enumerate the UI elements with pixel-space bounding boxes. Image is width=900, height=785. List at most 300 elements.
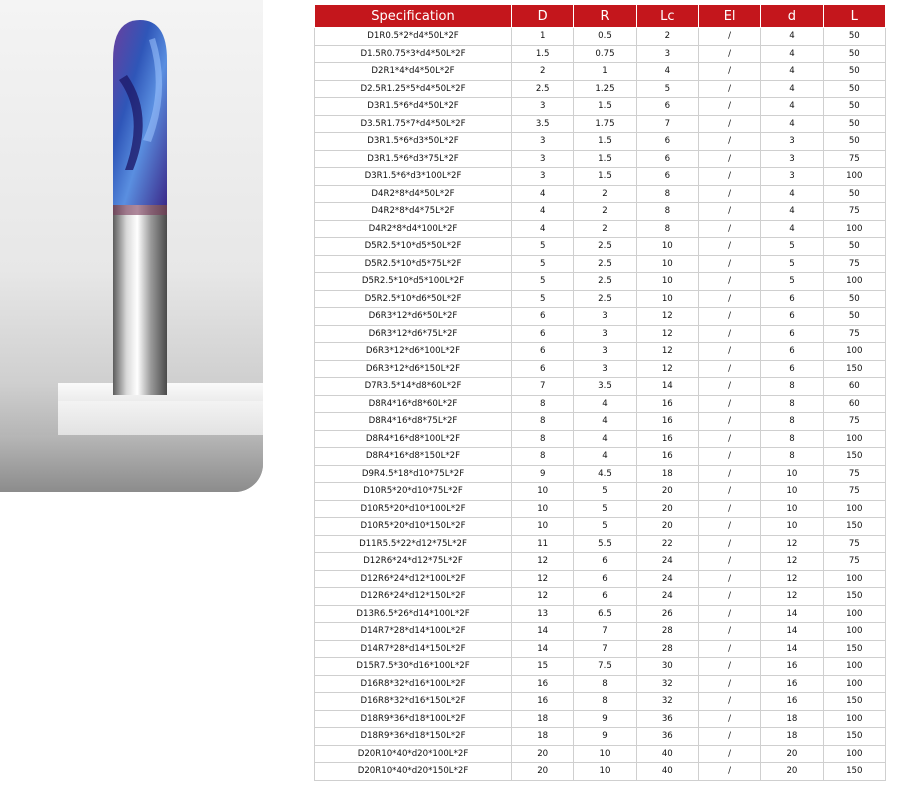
table-row	[315, 623, 886, 641]
cell-l: 100	[823, 623, 885, 641]
cell-d: 6	[512, 343, 574, 361]
cell-shank-d: 16	[761, 675, 823, 693]
cell-r: 2.5	[574, 290, 636, 308]
cell-d: 5	[512, 273, 574, 291]
cell-r: 2.5	[574, 255, 636, 273]
cell-d: 5	[512, 238, 574, 256]
table-row	[315, 203, 886, 221]
cell-shank-d: 8	[761, 448, 823, 466]
cell-lc: 36	[636, 728, 698, 746]
table-row	[315, 395, 886, 413]
cell-specification: D7R3.5*14*d8*60L*2F	[315, 378, 512, 396]
cell-l: 100	[823, 605, 885, 623]
cell-l: 50	[823, 308, 885, 326]
cell-specification: D2R1*4*d4*50L*2F	[315, 63, 512, 81]
cell-r: 0.75	[574, 45, 636, 63]
cell-specification: D8R4*16*d8*100L*2F	[315, 430, 512, 448]
cell-r: 5.5	[574, 535, 636, 553]
cell-specification: D6R3*12*d6*50L*2F	[315, 308, 512, 326]
cell-el: /	[698, 238, 760, 256]
cell-lc: 7	[636, 115, 698, 133]
cell-el: /	[698, 115, 760, 133]
cell-d: 6	[512, 360, 574, 378]
cell-lc: 6	[636, 98, 698, 116]
table-row	[315, 115, 886, 133]
shelf-shadow	[0, 435, 263, 492]
cell-el: /	[698, 255, 760, 273]
cell-r: 3	[574, 360, 636, 378]
cell-shank-d: 20	[761, 745, 823, 763]
cell-d: 2.5	[512, 80, 574, 98]
cell-specification: D18R9*36*d18*150L*2F	[315, 728, 512, 746]
cell-r: 9	[574, 710, 636, 728]
cell-el: /	[698, 325, 760, 343]
table-row	[315, 518, 886, 536]
cell-l: 100	[823, 500, 885, 518]
cell-r: 4	[574, 395, 636, 413]
cell-el: /	[698, 518, 760, 536]
cell-l: 60	[823, 378, 885, 396]
table-row	[315, 220, 886, 238]
cell-r: 2.5	[574, 238, 636, 256]
table-row	[315, 45, 886, 63]
cell-d: 5	[512, 290, 574, 308]
cell-r: 1	[574, 63, 636, 81]
cell-shank-d: 6	[761, 325, 823, 343]
cell-specification: D6R3*12*d6*150L*2F	[315, 360, 512, 378]
cell-el: /	[698, 640, 760, 658]
table-row	[315, 343, 886, 361]
cell-lc: 20	[636, 483, 698, 501]
cell-l: 50	[823, 185, 885, 203]
cell-l: 150	[823, 588, 885, 606]
cell-l: 150	[823, 763, 885, 781]
table-row	[315, 360, 886, 378]
cell-el: /	[698, 710, 760, 728]
table-row	[315, 28, 886, 46]
cell-shank-d: 4	[761, 80, 823, 98]
table-row	[315, 710, 886, 728]
cell-lc: 24	[636, 570, 698, 588]
table-row	[315, 150, 886, 168]
cell-l: 150	[823, 518, 885, 536]
cell-r: 5	[574, 518, 636, 536]
cell-specification: D5R2.5*10*d5*100L*2F	[315, 273, 512, 291]
cell-specification: D3R1.5*6*d4*50L*2F	[315, 98, 512, 116]
cell-d: 12	[512, 588, 574, 606]
cell-specification: D14R7*28*d14*150L*2F	[315, 640, 512, 658]
cell-r: 10	[574, 763, 636, 781]
cell-l: 75	[823, 413, 885, 431]
cell-specification: D11R5.5*22*d12*75L*2F	[315, 535, 512, 553]
cell-r: 8	[574, 693, 636, 711]
cell-l: 50	[823, 115, 885, 133]
table-header-row	[315, 5, 886, 28]
cell-r: 3	[574, 325, 636, 343]
cell-lc: 12	[636, 325, 698, 343]
cell-lc: 10	[636, 255, 698, 273]
cell-lc: 28	[636, 623, 698, 641]
cell-l: 75	[823, 553, 885, 571]
cell-specification: D20R10*40*d20*100L*2F	[315, 745, 512, 763]
cell-specification: D5R2.5*10*d6*50L*2F	[315, 290, 512, 308]
cell-r: 7	[574, 623, 636, 641]
cell-specification: D6R3*12*d6*75L*2F	[315, 325, 512, 343]
cell-l: 75	[823, 483, 885, 501]
cell-specification: D16R8*32*d16*150L*2F	[315, 693, 512, 711]
cell-lc: 30	[636, 658, 698, 676]
cell-specification: D1.5R0.75*3*d4*50L*2F	[315, 45, 512, 63]
cell-lc: 16	[636, 413, 698, 431]
cell-specification: D10R5*20*d10*150L*2F	[315, 518, 512, 536]
cell-d: 8	[512, 448, 574, 466]
cell-el: /	[698, 605, 760, 623]
header-el: El	[698, 5, 760, 28]
table-row	[315, 500, 886, 518]
cell-lc: 32	[636, 693, 698, 711]
cell-l: 75	[823, 465, 885, 483]
cell-shank-d: 6	[761, 290, 823, 308]
table-row	[315, 693, 886, 711]
cell-el: /	[698, 45, 760, 63]
cell-lc: 20	[636, 518, 698, 536]
cell-l: 150	[823, 728, 885, 746]
cell-shank-d: 8	[761, 395, 823, 413]
cell-el: /	[698, 483, 760, 501]
cell-el: /	[698, 203, 760, 221]
cell-d: 13	[512, 605, 574, 623]
table-row	[315, 465, 886, 483]
cell-specification: D4R2*8*d4*50L*2F	[315, 185, 512, 203]
cell-l: 50	[823, 80, 885, 98]
table-row	[315, 745, 886, 763]
cell-d: 3	[512, 133, 574, 151]
cell-d: 18	[512, 710, 574, 728]
cell-shank-d: 4	[761, 115, 823, 133]
cell-l: 50	[823, 133, 885, 151]
cell-l: 150	[823, 448, 885, 466]
cell-shank-d: 18	[761, 728, 823, 746]
cell-r: 1.5	[574, 168, 636, 186]
product-image-panel	[0, 0, 263, 492]
ball-nose-end-mill-icon	[105, 20, 175, 400]
cell-d: 3	[512, 168, 574, 186]
cell-l: 50	[823, 45, 885, 63]
cell-l: 150	[823, 360, 885, 378]
table-row	[315, 483, 886, 501]
cell-specification: D9R4.5*18*d10*75L*2F	[315, 465, 512, 483]
cell-shank-d: 5	[761, 273, 823, 291]
cell-d: 16	[512, 693, 574, 711]
cell-specification: D10R5*20*d10*100L*2F	[315, 500, 512, 518]
cell-specification: D13R6.5*26*d14*100L*2F	[315, 605, 512, 623]
cell-r: 2.5	[574, 273, 636, 291]
cell-r: 2	[574, 185, 636, 203]
cell-shank-d: 8	[761, 413, 823, 431]
cell-shank-d: 4	[761, 28, 823, 46]
cell-l: 75	[823, 255, 885, 273]
table-row	[315, 80, 886, 98]
cell-d: 9	[512, 465, 574, 483]
cell-el: /	[698, 308, 760, 326]
cell-el: /	[698, 465, 760, 483]
cell-lc: 14	[636, 378, 698, 396]
specification-table	[314, 4, 886, 781]
cell-l: 100	[823, 745, 885, 763]
header-shank-d: d	[761, 5, 823, 28]
cell-lc: 36	[636, 710, 698, 728]
cell-r: 5	[574, 500, 636, 518]
cell-l: 100	[823, 675, 885, 693]
cell-el: /	[698, 63, 760, 81]
cell-d: 4	[512, 185, 574, 203]
cell-r: 4	[574, 448, 636, 466]
cell-lc: 40	[636, 763, 698, 781]
cell-shank-d: 10	[761, 483, 823, 501]
cell-lc: 12	[636, 360, 698, 378]
cell-el: /	[698, 28, 760, 46]
cell-specification: D4R2*8*d4*100L*2F	[315, 220, 512, 238]
cell-specification: D18R9*36*d18*100L*2F	[315, 710, 512, 728]
cell-d: 20	[512, 763, 574, 781]
cell-specification: D2.5R1.25*5*d4*50L*2F	[315, 80, 512, 98]
cell-el: /	[698, 728, 760, 746]
cell-shank-d: 4	[761, 220, 823, 238]
cell-shank-d: 16	[761, 693, 823, 711]
cell-l: 50	[823, 28, 885, 46]
cell-d: 4	[512, 220, 574, 238]
cell-specification: D12R6*24*d12*75L*2F	[315, 553, 512, 571]
cell-r: 6	[574, 553, 636, 571]
table-row	[315, 273, 886, 291]
cell-el: /	[698, 570, 760, 588]
cell-el: /	[698, 430, 760, 448]
cell-lc: 8	[636, 185, 698, 203]
cell-lc: 10	[636, 238, 698, 256]
cell-shank-d: 12	[761, 570, 823, 588]
cell-l: 75	[823, 150, 885, 168]
table-row	[315, 378, 886, 396]
table-row	[315, 238, 886, 256]
cell-d: 7	[512, 378, 574, 396]
cell-el: /	[698, 168, 760, 186]
cell-shank-d: 12	[761, 553, 823, 571]
header-r-radius: R	[574, 5, 636, 28]
cell-d: 10	[512, 483, 574, 501]
cell-r: 7	[574, 640, 636, 658]
cell-l: 100	[823, 343, 885, 361]
cell-lc: 16	[636, 448, 698, 466]
cell-d: 4	[512, 203, 574, 221]
cell-r: 1.5	[574, 150, 636, 168]
cell-d: 12	[512, 570, 574, 588]
cell-lc: 2	[636, 28, 698, 46]
cell-el: /	[698, 220, 760, 238]
table-row	[315, 588, 886, 606]
cell-shank-d: 8	[761, 378, 823, 396]
cell-l: 60	[823, 395, 885, 413]
cell-r: 10	[574, 745, 636, 763]
cell-d: 8	[512, 395, 574, 413]
cell-lc: 32	[636, 675, 698, 693]
cell-specification: D3R1.5*6*d3*75L*2F	[315, 150, 512, 168]
cell-r: 1.5	[574, 98, 636, 116]
cell-specification: D15R7.5*30*d16*100L*2F	[315, 658, 512, 676]
cell-specification: D10R5*20*d10*75L*2F	[315, 483, 512, 501]
cell-r: 4	[574, 413, 636, 431]
table-row	[315, 640, 886, 658]
cell-el: /	[698, 343, 760, 361]
cell-d: 18	[512, 728, 574, 746]
cell-r: 1.25	[574, 80, 636, 98]
cell-specification: D12R6*24*d12*150L*2F	[315, 588, 512, 606]
table-row	[315, 658, 886, 676]
cell-el: /	[698, 553, 760, 571]
cell-r: 2	[574, 220, 636, 238]
cell-l: 75	[823, 203, 885, 221]
cell-lc: 8	[636, 203, 698, 221]
cell-r: 8	[574, 675, 636, 693]
table-row	[315, 308, 886, 326]
table-row	[315, 290, 886, 308]
cell-el: /	[698, 623, 760, 641]
cell-lc: 16	[636, 395, 698, 413]
table-row	[315, 430, 886, 448]
cell-shank-d: 4	[761, 203, 823, 221]
cell-lc: 6	[636, 150, 698, 168]
cell-r: 6	[574, 570, 636, 588]
cell-d: 5	[512, 255, 574, 273]
cell-shank-d: 4	[761, 98, 823, 116]
cell-d: 3	[512, 98, 574, 116]
cell-el: /	[698, 133, 760, 151]
cell-l: 100	[823, 273, 885, 291]
cell-l: 100	[823, 570, 885, 588]
cell-d: 20	[512, 745, 574, 763]
cell-specification: D20R10*40*d20*150L*2F	[315, 763, 512, 781]
cell-shank-d: 8	[761, 430, 823, 448]
cell-lc: 12	[636, 308, 698, 326]
cell-shank-d: 3	[761, 168, 823, 186]
cell-specification: D3R1.5*6*d3*100L*2F	[315, 168, 512, 186]
cell-l: 50	[823, 63, 885, 81]
cell-lc: 8	[636, 220, 698, 238]
cell-lc: 10	[636, 273, 698, 291]
cell-shank-d: 4	[761, 185, 823, 203]
cell-shank-d: 4	[761, 45, 823, 63]
table-row	[315, 535, 886, 553]
cell-lc: 22	[636, 535, 698, 553]
cell-r: 9	[574, 728, 636, 746]
header-d-diameter: D	[512, 5, 574, 28]
table-body	[315, 28, 886, 781]
cell-d: 2	[512, 63, 574, 81]
table-row	[315, 413, 886, 431]
cell-shank-d: 20	[761, 763, 823, 781]
cell-lc: 40	[636, 745, 698, 763]
cell-lc: 3	[636, 45, 698, 63]
table-row	[315, 133, 886, 151]
cell-el: /	[698, 500, 760, 518]
cell-l: 50	[823, 98, 885, 116]
cell-d: 12	[512, 553, 574, 571]
cell-l: 100	[823, 168, 885, 186]
cell-d: 6	[512, 308, 574, 326]
cell-shank-d: 6	[761, 308, 823, 326]
cell-d: 8	[512, 430, 574, 448]
table-row	[315, 763, 886, 781]
cell-l: 150	[823, 640, 885, 658]
cell-el: /	[698, 378, 760, 396]
cell-lc: 16	[636, 430, 698, 448]
cell-el: /	[698, 745, 760, 763]
cell-d: 3.5	[512, 115, 574, 133]
cell-r: 3	[574, 308, 636, 326]
cell-specification: D1R0.5*2*d4*50L*2F	[315, 28, 512, 46]
cell-d: 1	[512, 28, 574, 46]
cell-l: 75	[823, 325, 885, 343]
table-row	[315, 168, 886, 186]
header-lc: Lc	[636, 5, 698, 28]
cell-r: 4.5	[574, 465, 636, 483]
cell-shank-d: 4	[761, 63, 823, 81]
cell-shank-d: 14	[761, 640, 823, 658]
cell-r: 1.5	[574, 133, 636, 151]
cell-shank-d: 6	[761, 343, 823, 361]
table-row	[315, 728, 886, 746]
cell-l: 100	[823, 220, 885, 238]
cell-el: /	[698, 80, 760, 98]
cell-lc: 20	[636, 500, 698, 518]
table-row	[315, 448, 886, 466]
cell-d: 14	[512, 623, 574, 641]
cell-el: /	[698, 675, 760, 693]
cell-el: /	[698, 360, 760, 378]
header-l-length: L	[823, 5, 885, 28]
cell-el: /	[698, 185, 760, 203]
cell-r: 1.75	[574, 115, 636, 133]
cell-r: 0.5	[574, 28, 636, 46]
table-row	[315, 98, 886, 116]
cell-lc: 10	[636, 290, 698, 308]
cell-l: 100	[823, 658, 885, 676]
cell-l: 50	[823, 238, 885, 256]
cell-d: 3	[512, 150, 574, 168]
cell-lc: 28	[636, 640, 698, 658]
cell-r: 3	[574, 343, 636, 361]
cell-specification: D3R1.5*6*d3*50L*2F	[315, 133, 512, 151]
cell-r: 5	[574, 483, 636, 501]
cell-specification: D6R3*12*d6*100L*2F	[315, 343, 512, 361]
cell-el: /	[698, 98, 760, 116]
cell-d: 11	[512, 535, 574, 553]
cell-specification: D8R4*16*d8*150L*2F	[315, 448, 512, 466]
cell-lc: 12	[636, 343, 698, 361]
cell-d: 14	[512, 640, 574, 658]
cell-lc: 6	[636, 133, 698, 151]
cell-el: /	[698, 588, 760, 606]
cell-d: 1.5	[512, 45, 574, 63]
cell-shank-d: 3	[761, 150, 823, 168]
cell-d: 6	[512, 325, 574, 343]
cell-shank-d: 6	[761, 360, 823, 378]
cell-el: /	[698, 273, 760, 291]
cell-specification: D16R8*32*d16*100L*2F	[315, 675, 512, 693]
cell-lc: 6	[636, 168, 698, 186]
cell-d: 10	[512, 518, 574, 536]
cell-el: /	[698, 535, 760, 553]
cell-l: 100	[823, 710, 885, 728]
